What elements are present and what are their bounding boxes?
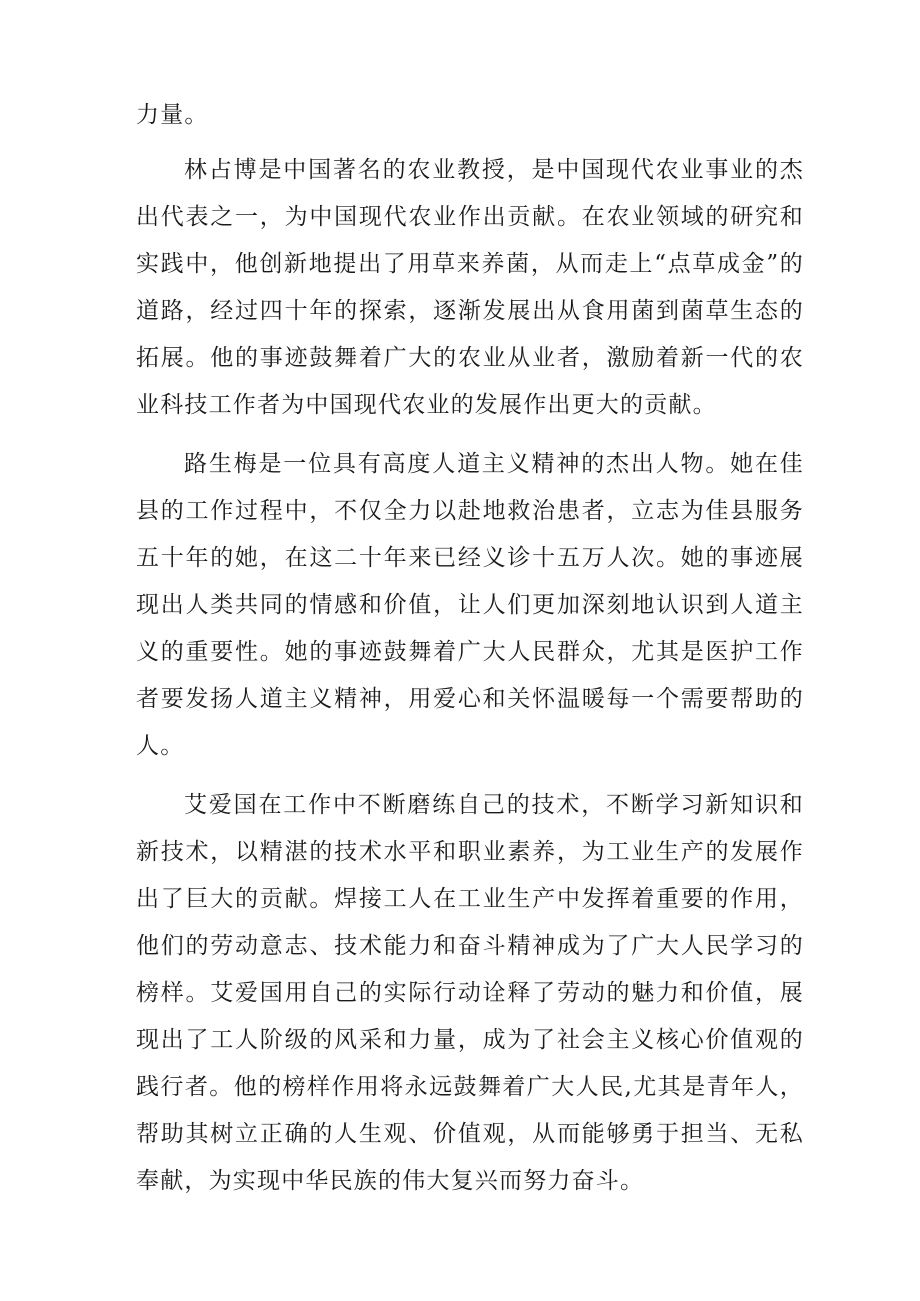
paragraph-lu-shengmei: 路生梅是一位具有高度人道主义精神的杰出人物。她在佳县的工作过程中，不仅全力以赴地救治患者，立志为佳县服务五十年的她，在这二十年来已经义诊十五万人次。她的事迹展现出人类共同的情感和价值，让人们更加深刻地认识到人道主义的重要性。她的事迹鼓舞着广大人民群众，尤其是医护工作者要发扬人道主义精神，用爱心和关怀温暖每一个需要帮助的人。 <box>136 451 804 759</box>
paragraph-ai-aiguo: 艾爱国在工作中不断磨练自己的技术，不断学习新知识和新技术，以精湛的技术水平和职业素养，为工业生产的发展作出了巨大的贡献。焊接工人在工业生产中发挥着重要的作用，他们的劳动意志、技术能力和奋斗精神成为了广大人民学习的榜样。艾爱国用自己的实际行动诠释了劳动的魅力和价值，展现出了工人阶级的风采和力量，成为了社会主义核心价值观的践行者。他的榜样作用将永远鼓舞着广大人民,尤其是青年人，帮助其树立正确的人生观、价值观，从而能够勇于担当、无私奉献，为实现中华民族的伟大复兴而努力奋斗。 <box>136 792 804 1194</box>
paragraph-lin-zhanbo: 林占博是中国著名的农业教授，是中国现代农业事业的杰出代表之一，为中国现代农业作出贡献。在农业领域的研究和实践中，他创新地提出了用草来养菌，从而走上“点草成金”的道路，经过四十年的探索，逐渐发展出从食用菌到菌草生态的拓展。他的事迹鼓舞着广大的农业从业者，激励着新一代的农业科技工作者为中国现代农业的发展作出更大的贡献。 <box>136 157 804 418</box>
document-body <box>136 92 804 1217</box>
paragraph-continuation: 力量。 <box>136 102 209 128</box>
